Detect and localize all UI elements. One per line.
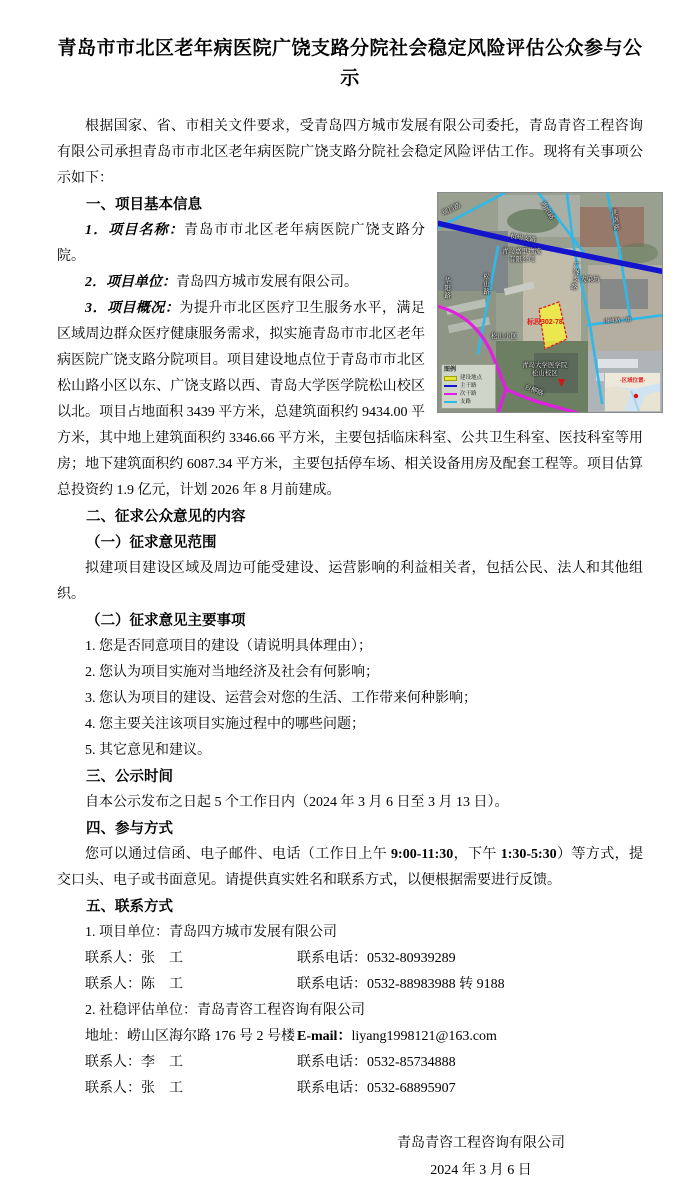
map-legend bbox=[441, 364, 496, 409]
contact-email bbox=[297, 1024, 497, 1050]
signature-inner bbox=[397, 1130, 565, 1184]
contact-row bbox=[57, 1050, 643, 1076]
map-road-label-haipo: 海泊路 bbox=[539, 200, 556, 221]
email-label: E-mail： bbox=[297, 1029, 352, 1044]
heading-section-1: 一、项目基本信息 bbox=[86, 197, 202, 213]
contact-person: 联系人：李 工 bbox=[85, 1055, 183, 1070]
project-owner-label: 2．项目单位： bbox=[85, 275, 176, 290]
legend-swatch-main-road bbox=[444, 385, 457, 387]
map-poi-label: 大染坊 bbox=[580, 276, 600, 283]
map-parcel-label: 标段302-78 bbox=[527, 319, 563, 326]
map-road-label-taonan: 洮南路 bbox=[609, 208, 620, 232]
publicity-period-text: 自本公示发布之日起 5 个工作日内（2024 年 3 月 6 日至 3 月 13 日）。 bbox=[85, 795, 509, 810]
opinion-item-4: 4. 您主要关注该项目实施过程中的哪些问题； bbox=[85, 717, 365, 732]
email-value: liyang1998121@163.com bbox=[351, 1029, 497, 1044]
legend-swatch-site bbox=[444, 376, 457, 381]
contact-unit-1: 1. 项目单位：青岛四方城市发展有限公司 bbox=[85, 925, 337, 940]
project-name-label: 1．项目名称： bbox=[85, 223, 184, 238]
contact-row bbox=[57, 946, 643, 972]
contact-person: 联系人：张 工 bbox=[85, 1081, 183, 1096]
legend-item-main-road: 主干路 bbox=[444, 382, 493, 390]
legend-item-branch-road: 支路 bbox=[444, 398, 493, 406]
participation-paragraph: 您可以通过信函、电子邮件、电话（工作日上午 9:00-11:30，下午 1:30-5:30）等方式，提交口头、电子或书面意见。请提供真实姓名和联系方式，以便根据需要进行反馈。 bbox=[57, 847, 644, 888]
map-campus-label: 青岛大学医学院 松山校区 bbox=[522, 362, 568, 378]
opinion-item-5: 5. 其它意见和建议。 bbox=[85, 743, 211, 758]
contact-phone: 联系电话：0532-68895907 bbox=[297, 1081, 456, 1096]
opinion-item-2: 2. 您认为项目实施对当地经济及社会有何影响； bbox=[85, 665, 379, 680]
contact-row bbox=[57, 972, 643, 998]
contact-phone: 联系电话：0532-80939289 bbox=[297, 951, 456, 966]
project-name-value: 青岛市市北区老年病医院广饶支路分院。 bbox=[57, 223, 426, 264]
legend-item-secondary-road: 次干路 bbox=[444, 390, 493, 398]
project-owner-value: 青岛四方城市发展有限公司。 bbox=[176, 275, 358, 290]
map-road-label-songshan: 松山路 bbox=[482, 273, 490, 296]
map-company-label: 青岛嘉里物流 有限公司 bbox=[502, 248, 541, 264]
subheading-scope: （一）征求意见范围 bbox=[86, 535, 217, 551]
project-location-map bbox=[437, 192, 663, 413]
section-participation bbox=[57, 816, 643, 894]
signature-date: 2024 年 3 月 6 日 bbox=[430, 1163, 532, 1178]
intro-paragraph: 根据国家、省、市相关文件要求，受青岛四方城市发展有限公司委托，青岛青咨工程咨询有限公司承担青岛市市北区老年病医院广饶支路分院社会稳定风险评估工作。现将有关事项公示如下： bbox=[57, 119, 643, 186]
legend-item-site: 建设地点 bbox=[444, 374, 493, 382]
map-road-label-guangrao: 广饶支路 bbox=[569, 260, 580, 292]
heading-section-5: 五、联系方式 bbox=[86, 899, 173, 915]
inset-title: -区域位置- bbox=[619, 378, 646, 384]
map-inset-locator bbox=[604, 372, 661, 412]
project-overview-label: 3．项目概况： bbox=[85, 301, 180, 316]
map-road-label-haifeng: 海峰路二街 bbox=[603, 317, 632, 325]
map-road-label-ruichang: 瑞昌路 bbox=[441, 202, 462, 217]
legend-title: 图例 bbox=[444, 367, 457, 373]
contact-phone: 联系电话：0532-85734888 bbox=[297, 1055, 456, 1070]
legend-swatch-branch-road bbox=[444, 401, 457, 403]
signature-company: 青岛青咨工程咨询有限公司 bbox=[397, 1136, 565, 1151]
map-estate-label: 松山小区 bbox=[491, 333, 517, 340]
subheading-main-items: （二）征求意见主要事项 bbox=[86, 613, 246, 629]
page-title: 青岛市市北区老年病医院广饶支路分院社会稳定风险评估公众参与公示 bbox=[57, 38, 643, 89]
opinion-item-1: 1. 您是否同意项目的建设（请说明具体理由）； bbox=[85, 639, 372, 654]
signature-block bbox=[57, 1130, 643, 1184]
morning-hours: 9:00-11:30 bbox=[391, 847, 454, 862]
map-road-label-main: 杭州支路 bbox=[509, 232, 537, 245]
section-public-opinion bbox=[57, 504, 643, 764]
afternoon-hours: 1:30-5:30 bbox=[500, 847, 557, 862]
contact-person: 联系人：张 工 bbox=[85, 951, 183, 966]
section-project-info bbox=[57, 192, 646, 504]
heading-section-2: 二、征求公众意见的内容 bbox=[86, 509, 246, 525]
legend-swatch-secondary-road bbox=[444, 393, 457, 395]
opinion-item-3: 3. 您认为项目的建设、运营会对您的生活、工作带来何种影响； bbox=[85, 691, 477, 706]
contact-row bbox=[57, 1076, 643, 1102]
section-publicity-period bbox=[57, 764, 643, 816]
contact-address: 地址：崂山区海尔路 176 号 2 号楼 bbox=[85, 1029, 295, 1044]
section-contacts bbox=[57, 894, 643, 1102]
contact-unit-2: 2. 社稳评估单位：青岛青咨工程咨询有限公司 bbox=[85, 1003, 365, 1018]
heading-section-4: 四、参与方式 bbox=[86, 821, 173, 837]
heading-section-3: 三、公示时间 bbox=[86, 769, 173, 785]
contact-person: 联系人：陈 工 bbox=[85, 977, 183, 992]
scope-text: 拟建项目建设区域及周边可能受建设、运营影响的利益相关者，包括公民、法人和其他组织。 bbox=[57, 561, 643, 602]
contact-address-row bbox=[57, 1024, 643, 1050]
contact-phone: 联系电话：0532-88983988 转 9188 bbox=[297, 977, 505, 992]
project-overview-text: 为提升市北区医疗卫生服务水平，满足区域周边群众医疗健康服务需求，拟实施青岛市市北区老年病医院广饶支路分院项目。项目建设地点位于青岛市市北区松山路小区以东、广饶支路以西、青岛大学医学院松山校区以北。项目占地面积 3439 平方米，总建筑面积约 9434.00 平方米，其中地上建筑面积约 3346.66 平方米，主要包括临床科室、公共卫生科室、医技科室等用房；地下建筑面积约 6087.34 平方米，主要包括停车场、相关设备用房及配套工程等。项目估算总投资约 1.9 亿元，计划 2026 年 8 月前建成。 bbox=[57, 301, 643, 498]
map-road-label-tailiu: 台柳路 bbox=[523, 383, 545, 398]
map-road-label-huayang: 华阳路 bbox=[443, 277, 451, 300]
